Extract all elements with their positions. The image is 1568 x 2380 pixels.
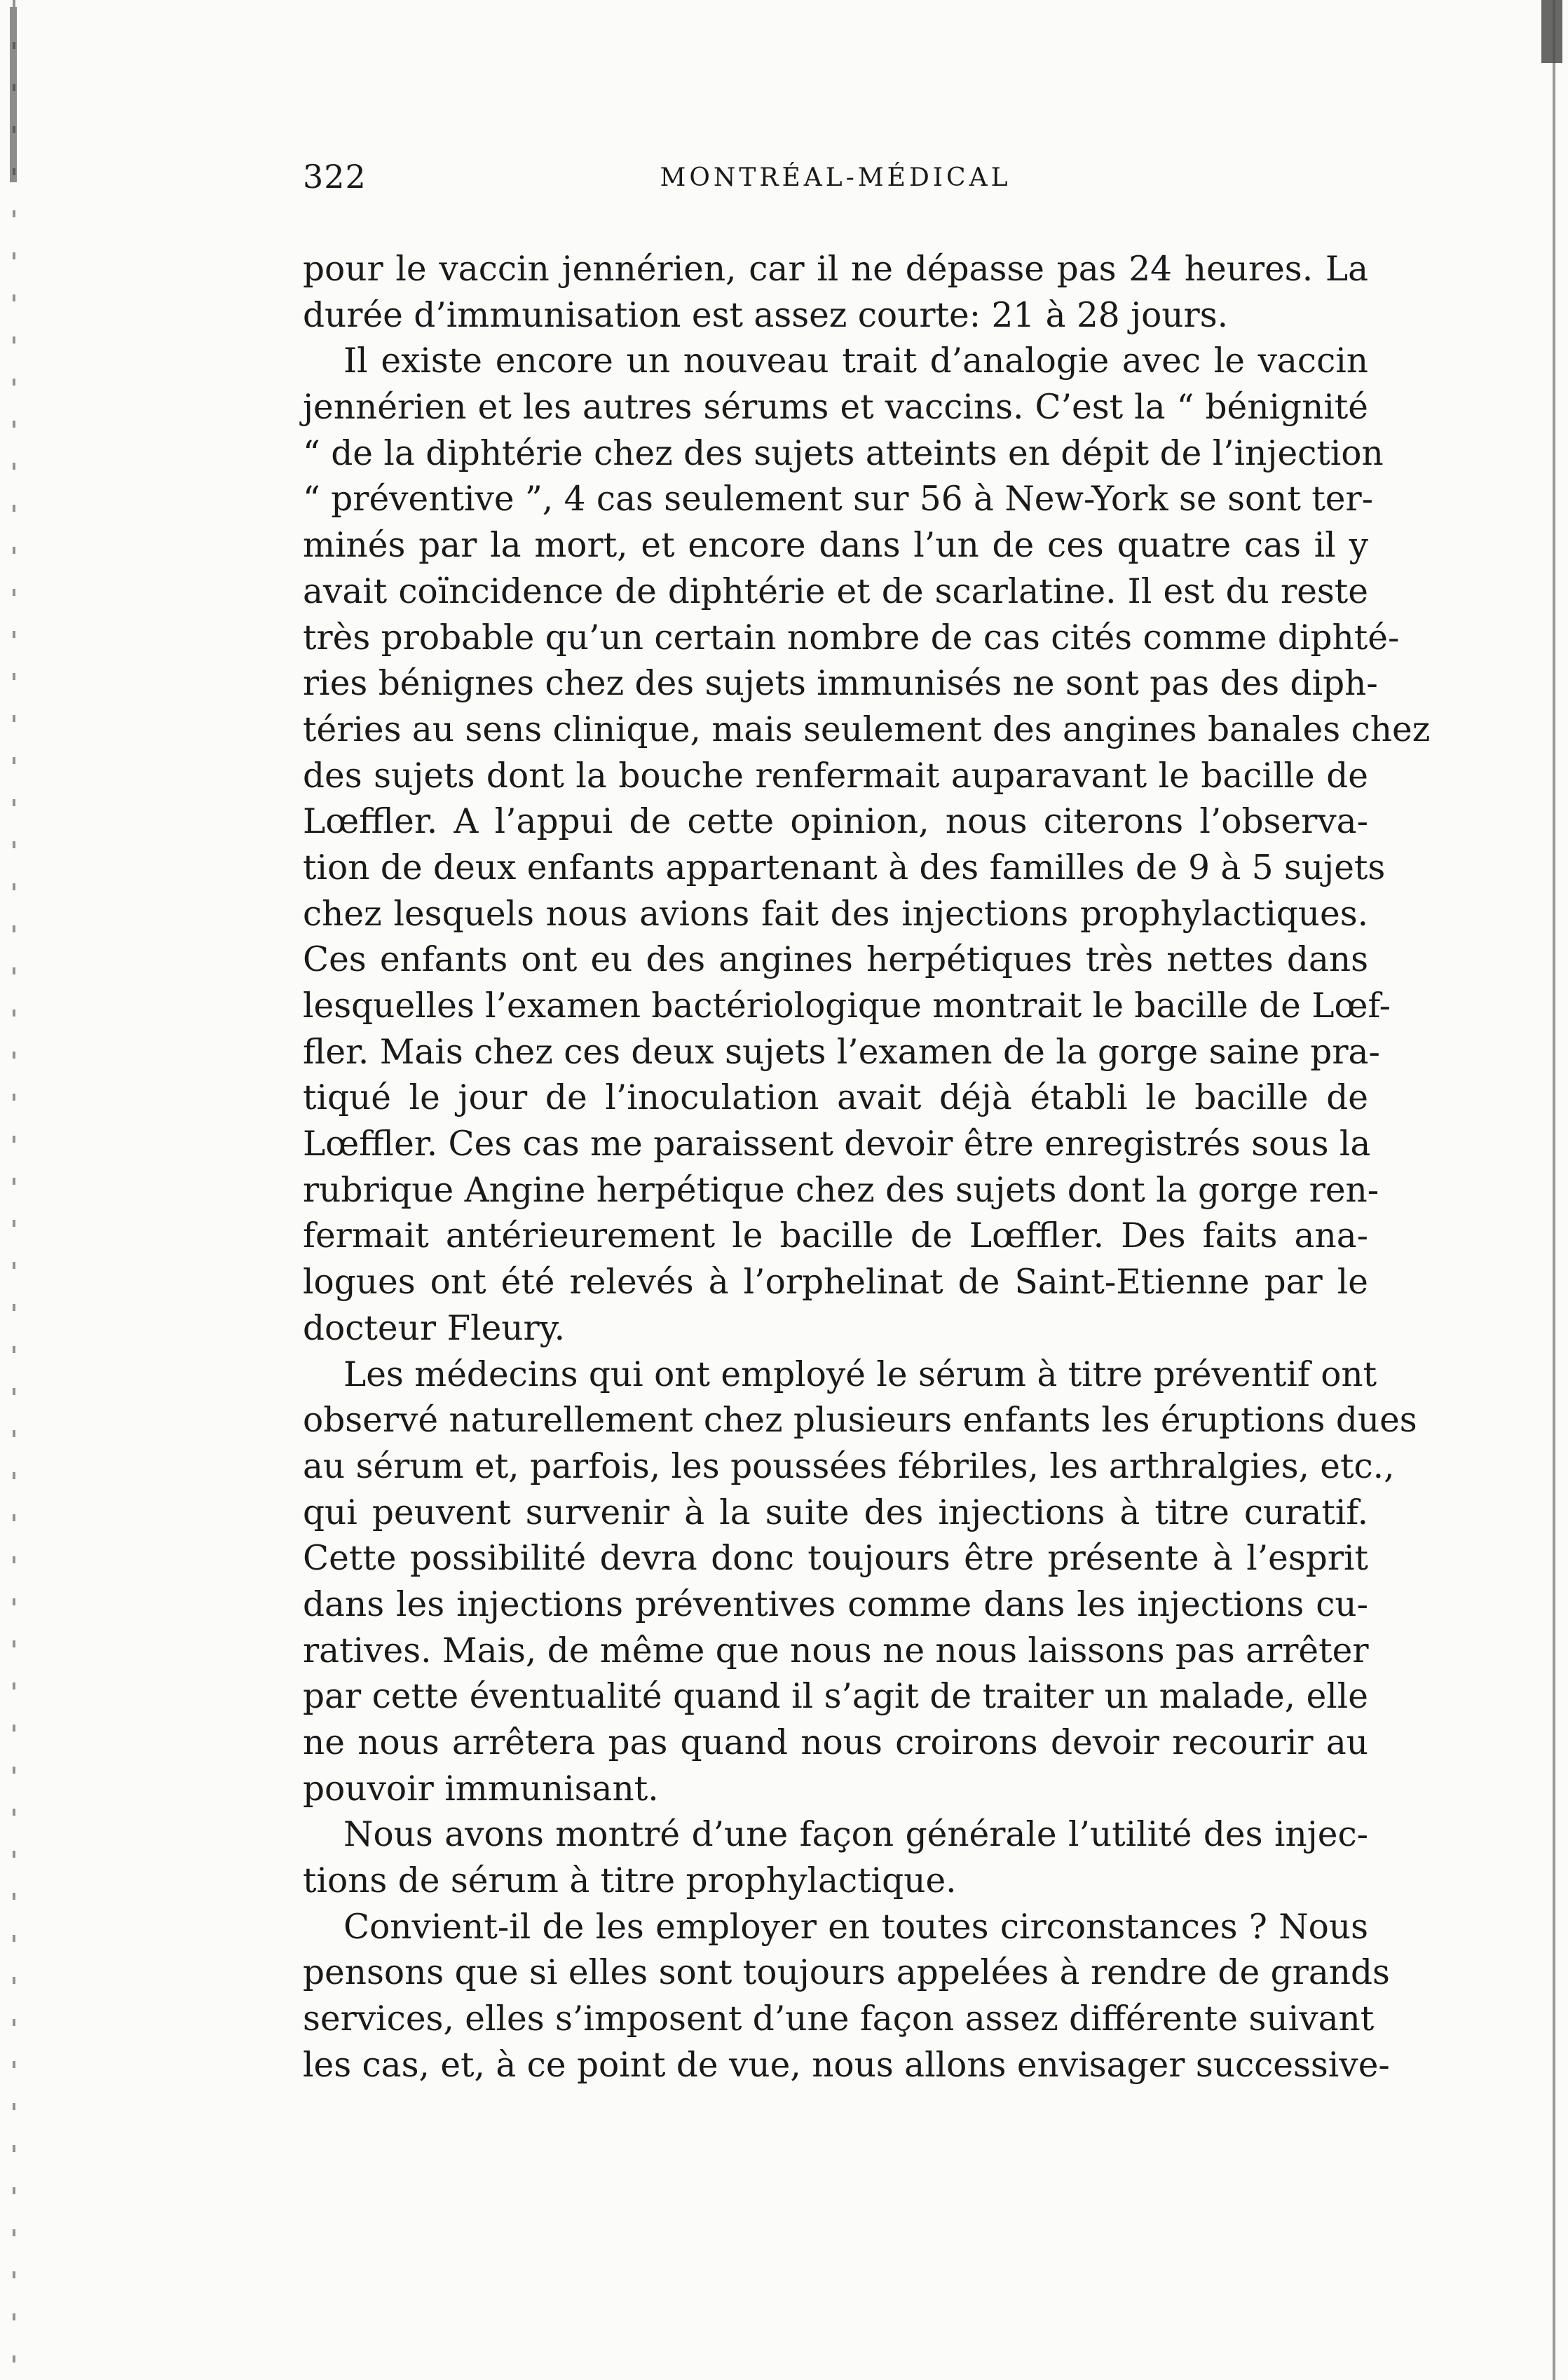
text-line: Lœffler. A l’appui de cette opinion, nous citerons l’observa- — [303, 802, 1368, 842]
text-line: des sujets dont la bouche renfermait auparavant le bacille de — [303, 756, 1368, 796]
text-line: au sérum et, parfois, les poussées fébriles, les arthralgies, etc., — [303, 1446, 1395, 1486]
text-line: très probable qu’un certain nombre de cas cités comme diphté- — [303, 618, 1400, 658]
text-line: lesquelles l’examen bactériologique montrait le bacille de Lœf- — [303, 986, 1391, 1026]
text-line: Ces enfants ont eu des angines herpétiques très nettes dans — [303, 940, 1368, 980]
text-line: Les médecins qui ont employé le sérum à titre préventif ont — [343, 1354, 1377, 1394]
text-line: fler. Mais chez ces deux sujets l’examen de la gorge saine pra- — [303, 1032, 1380, 1072]
text-line: tiqué le jour de l’inoculation avait déjà établi le bacille de — [303, 1078, 1368, 1118]
text-line: tion de deux enfants appartenant à des familles de 9 à 5 sujets — [303, 848, 1386, 888]
text-line: services, elles s’imposent d’une façon assez différente suivant — [303, 1999, 1375, 2039]
text-line: rubrique Angine herpétique chez des sujets dont la gorge ren- — [303, 1170, 1379, 1210]
text-line: Convient-il de les employer en toutes circonstances ? Nous — [343, 1907, 1368, 1947]
text-line: Nous avons montré d’une façon générale l’utilité des injec- — [343, 1815, 1368, 1855]
text-line: minés par la mort, et encore dans l’un de ces quatre cas il y — [303, 526, 1368, 566]
text-line: “ préventive ”, 4 cas seulement sur 56 à New-York se sont ter- — [303, 480, 1374, 519]
text-line: pouvoir immunisant. — [303, 1769, 659, 1809]
page-number: 322 — [303, 158, 367, 196]
text-line: tions de sérum à titre prophylactique. — [303, 1861, 957, 1901]
text-line: logues ont été relevés à l’orphelinat de Saint-Etienne par le — [303, 1263, 1368, 1303]
text-line: fermait antérieurement le bacille de Lœffler. Des faits ana- — [303, 1216, 1368, 1256]
text-line: observé naturellement chez plusieurs enfants les éruptions dues — [303, 1401, 1417, 1441]
text-line: par cette éventualité quand il s’agit de traiter un malade, elle — [303, 1677, 1368, 1717]
text-line: qui peuvent survenir à la suite des injections à titre curatif. — [303, 1492, 1368, 1532]
text-line: chez lesquels nous avions fait des injections prophylactiques. — [303, 894, 1368, 934]
text-line: dans les injections préventives comme dans les injections cu- — [303, 1584, 1368, 1624]
text-line: ne nous arrêtera pas quand nous croirons devoir recourir au — [303, 1723, 1368, 1762]
text-line: téries au sens clinique, mais seulement des angines banales chez — [303, 709, 1431, 749]
journal-title: MONTRÉAL-MÉDICAL — [660, 163, 1011, 192]
text-line: Lœffler. Ces cas me paraissent devoir être enregistrés sous la — [303, 1124, 1371, 1164]
scan-edge-left — [13, 0, 15, 2380]
scan-edge-right — [1553, 0, 1555, 2380]
text-line: “ de la diphtérie chez des sujets atteints en dépit de l’injection — [303, 433, 1384, 473]
text-line: les cas, et, à ce point de vue, nous allons envisager successive- — [303, 2045, 1390, 2085]
scan-edge-mark — [1541, 0, 1562, 63]
text-line: ries bénignes chez des sujets immunisés ne sont pas des diph- — [303, 664, 1378, 704]
text-line: ratives. Mais, de même que nous ne nous laissons pas arrêter — [303, 1631, 1369, 1671]
text-line: durée d’immunisation est assez courte: 21 à 28 jours. — [303, 295, 1229, 335]
text-line: jennérien et les autres sérums et vaccins. C’est la “ bénignité — [303, 388, 1368, 428]
text-line: avait coïncidence de diphtérie et de scarlatine. Il est du reste — [303, 571, 1368, 611]
text-line: docteur Fleury. — [303, 1308, 566, 1348]
text-line: Il existe encore un nouveau trait d’analogie avec le vaccin — [343, 341, 1368, 381]
text-line: pensons que si elles sont toujours appelées à rendre de grands — [303, 1953, 1390, 1993]
running-head — [303, 158, 1368, 207]
body-text — [303, 247, 1431, 2089]
text-line: Cette possibilité devra donc toujours être présente à l’esprit — [303, 1539, 1368, 1579]
text-line: pour le vaccin jennérien, car il ne dépasse pas 24 heures. La — [303, 250, 1368, 289]
